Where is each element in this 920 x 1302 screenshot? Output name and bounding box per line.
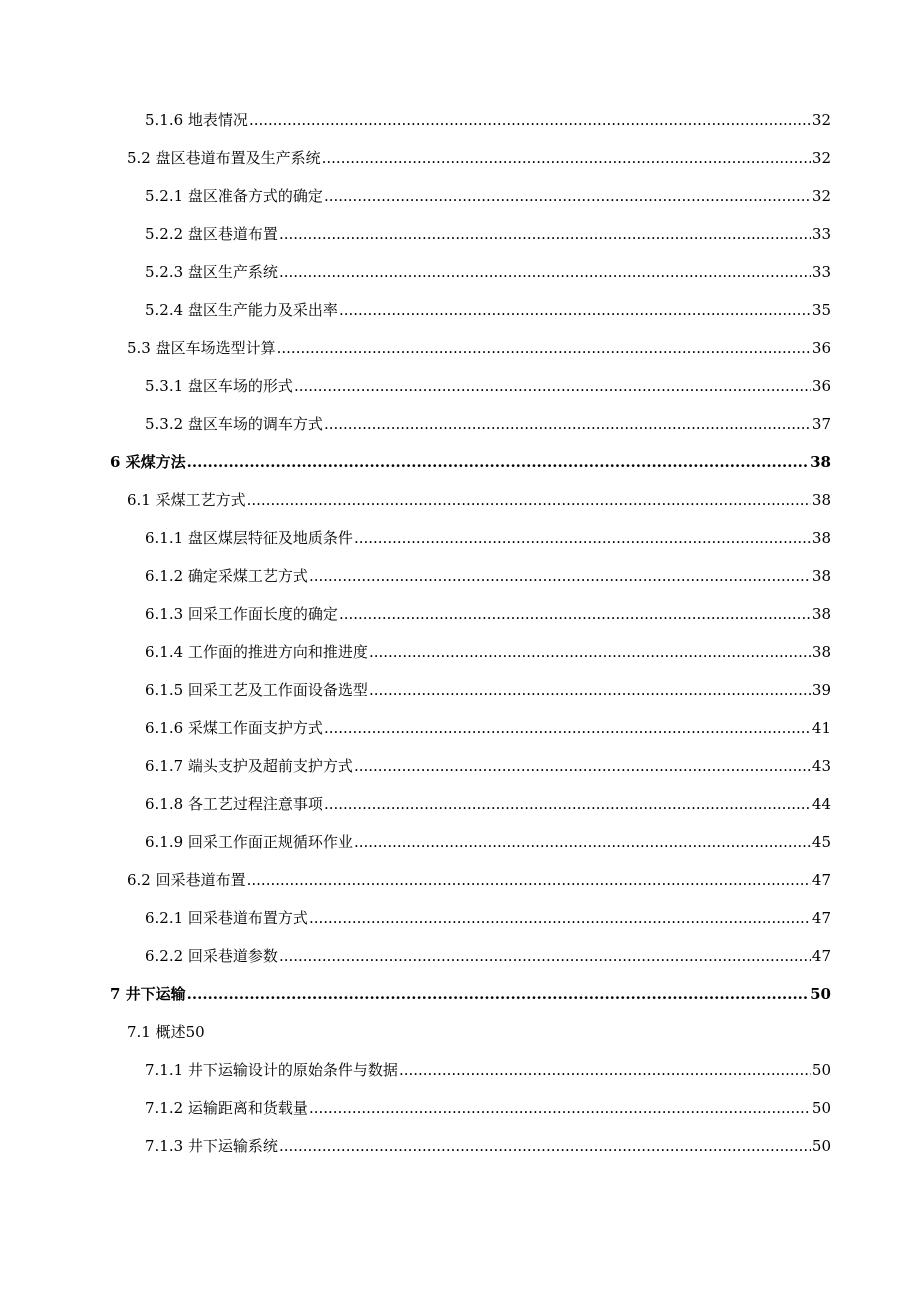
toc-entry-row	[145, 671, 831, 709]
toc-entry-body	[145, 785, 831, 823]
toc-entry[interactable]	[0, 1051, 920, 1089]
toc-entry-row	[127, 1013, 831, 1051]
toc-page-number: 32	[811, 149, 831, 167]
toc-page-number: 39	[811, 681, 831, 699]
toc-page-number: 47	[811, 871, 831, 889]
toc-entry-row	[145, 899, 831, 937]
toc-page-number: 33	[811, 225, 831, 243]
toc-dot-leader	[279, 1127, 811, 1165]
toc-entry-body	[145, 519, 831, 557]
toc-dot-leader	[187, 975, 809, 1013]
toc-entry-body	[145, 367, 831, 405]
toc-entry-row	[145, 291, 831, 329]
toc-dot-leader	[187, 443, 809, 481]
toc-entry-body	[127, 861, 831, 899]
toc-entry[interactable]	[0, 1127, 920, 1165]
toc-entry-row	[145, 595, 831, 633]
toc-entry-title: 6.2 回采巷道布置	[127, 871, 246, 889]
toc-entry-title: 6.1.1 盘区煤层特征及地质条件	[145, 529, 353, 547]
toc-page-number: 38	[811, 491, 831, 509]
toc-entry-title: 7.1.3 井下运输系统	[145, 1137, 278, 1155]
toc-page-number: 32	[811, 111, 831, 129]
toc-entry-title: 5.2.2 盘区巷道布置	[145, 225, 278, 243]
toc-entry[interactable]	[0, 367, 920, 405]
toc-dot-leader	[279, 215, 811, 253]
toc-entry[interactable]	[0, 1089, 920, 1127]
toc-entry-row	[145, 1127, 831, 1165]
toc-entry-row	[145, 253, 831, 291]
toc-entry-title: 5.2 盘区巷道布置及生产系统	[127, 149, 321, 167]
toc-entry[interactable]	[0, 861, 920, 899]
toc-entry[interactable]	[0, 177, 920, 215]
toc-entry-body	[110, 975, 831, 1013]
toc-page-number: 38	[811, 529, 831, 547]
toc-dot-leader	[339, 291, 811, 329]
toc-entry[interactable]	[0, 899, 920, 937]
toc-page-number: 35	[811, 301, 831, 319]
toc-entry[interactable]	[0, 291, 920, 329]
toc-entry-title: 7.1 概述50	[127, 1023, 205, 1041]
toc-dot-leader	[277, 329, 811, 367]
toc-entry-body	[145, 1051, 831, 1089]
toc-entry-body	[127, 481, 831, 519]
toc-entry-body	[145, 937, 831, 975]
toc-dot-leader	[369, 671, 811, 709]
toc-entry-title: 5.1.6 地表情况	[145, 111, 248, 129]
toc-entry-row	[145, 937, 831, 975]
toc-entry-body	[145, 747, 831, 785]
toc-entry-row	[145, 747, 831, 785]
toc-page-number: 43	[811, 757, 831, 775]
toc-entry[interactable]	[0, 1013, 920, 1051]
toc-page-number: 44	[811, 795, 831, 813]
toc-dot-leader	[354, 747, 811, 785]
toc-entry-title: 5.3 盘区车场选型计算	[127, 339, 276, 357]
toc-entry-title: 7.1.1 井下运输设计的原始条件与数据	[145, 1061, 398, 1079]
toc-entry-title: 6 采煤方法	[110, 453, 186, 471]
toc-entry-title: 7 井下运输	[110, 985, 186, 1003]
toc-dot-leader	[324, 785, 811, 823]
toc-dot-leader	[322, 139, 811, 177]
toc-dot-leader	[247, 861, 811, 899]
toc-entry-body	[145, 823, 831, 861]
toc-entry-row	[145, 367, 831, 405]
toc-page-number: 38	[811, 567, 831, 585]
toc-page-number: 33	[811, 263, 831, 281]
toc-entry-title: 6.1.5 回采工艺及工作面设备选型	[145, 681, 368, 699]
toc-entry-title: 6.1.7 端头支护及超前支护方式	[145, 757, 353, 775]
toc-entry-title: 6.1.9 回采工作面正规循环作业	[145, 833, 353, 851]
toc-page-number: 50	[810, 985, 831, 1003]
toc-entry[interactable]	[0, 557, 920, 595]
toc-dot-leader	[324, 405, 811, 443]
toc-entry-row	[145, 823, 831, 861]
toc-entry-row	[127, 329, 831, 367]
toc-entry-title: 6.1.3 回采工作面长度的确定	[145, 605, 338, 623]
toc-entry-body	[145, 405, 831, 443]
toc-dot-leader	[279, 937, 811, 975]
toc-dot-leader	[247, 481, 811, 519]
toc-entry[interactable]	[0, 253, 920, 291]
toc-entry-row	[145, 1051, 831, 1089]
toc-entry-body	[145, 177, 831, 215]
toc-page-number: 41	[811, 719, 831, 737]
toc-page-number: 47	[811, 909, 831, 927]
toc-entry[interactable]	[0, 139, 920, 177]
toc-page-number: 50	[811, 1137, 831, 1155]
toc-entry-body	[145, 595, 831, 633]
toc-entry-title: 6.2.2 回采巷道参数	[145, 947, 278, 965]
toc-page-number: 32	[811, 187, 831, 205]
toc-entry-row	[145, 1089, 831, 1127]
toc-entry-row	[145, 101, 831, 139]
toc-entry-body	[127, 1013, 831, 1051]
toc-entry[interactable]	[0, 785, 920, 823]
toc-entry-title: 6.2.1 回采巷道布置方式	[145, 909, 308, 927]
toc-entry-body	[145, 215, 831, 253]
toc-entry-row	[145, 557, 831, 595]
toc-entry-title: 6.1.2 确定采煤工艺方式	[145, 567, 308, 585]
toc-entry[interactable]	[0, 633, 920, 671]
toc-page-number: 50	[811, 1061, 831, 1079]
toc-entry-row	[145, 519, 831, 557]
toc-entry-row	[145, 633, 831, 671]
toc-page-number: 38	[810, 453, 831, 471]
toc-entry[interactable]	[0, 937, 920, 975]
toc-entry-body	[145, 709, 831, 747]
toc-page-number: 37	[811, 415, 831, 433]
toc-entry-title: 5.3.2 盘区车场的调车方式	[145, 415, 323, 433]
toc-entry-row	[145, 177, 831, 215]
toc-entry[interactable]	[0, 405, 920, 443]
toc-entry[interactable]	[0, 101, 920, 139]
toc-entry-title: 6.1.4 工作面的推进方向和推进度	[145, 643, 368, 661]
toc-entry[interactable]	[0, 215, 920, 253]
toc-entry-row	[110, 443, 831, 481]
toc-entry-body	[145, 557, 831, 595]
toc-entry[interactable]	[0, 671, 920, 709]
toc-entry-body	[145, 253, 831, 291]
toc-entry-title: 6.1.8 各工艺过程注意事项	[145, 795, 323, 813]
toc-entry-body	[145, 633, 831, 671]
toc-dot-leader	[294, 367, 811, 405]
toc-page-number: 45	[811, 833, 831, 851]
toc-dot-leader	[399, 1051, 811, 1089]
toc-dot-leader	[309, 557, 811, 595]
toc-entry[interactable]	[0, 747, 920, 785]
toc-page-number: 50	[811, 1099, 831, 1117]
toc-entry[interactable]	[0, 329, 920, 367]
toc-entry[interactable]	[0, 519, 920, 557]
toc-dot-leader	[309, 1089, 811, 1127]
toc-page-number: 36	[811, 339, 831, 357]
toc-entry-title: 6.1.6 采煤工作面支护方式	[145, 719, 323, 737]
toc-entry-body	[127, 139, 831, 177]
toc-page-number: 36	[811, 377, 831, 395]
toc-dot-leader	[324, 177, 811, 215]
toc-entry-row	[145, 215, 831, 253]
toc-entry[interactable]	[0, 595, 920, 633]
toc-entry-title: 6.1 采煤工艺方式	[127, 491, 246, 509]
toc-entry-title: 5.3.1 盘区车场的形式	[145, 377, 293, 395]
toc-entry-row	[127, 139, 831, 177]
toc-entry-body	[145, 291, 831, 329]
toc-entry-body	[110, 443, 831, 481]
toc-entry-row	[145, 405, 831, 443]
toc-dot-leader	[324, 709, 811, 747]
toc-entry-body	[145, 671, 831, 709]
toc-entry[interactable]	[0, 443, 920, 481]
toc-entry-body	[145, 899, 831, 937]
toc-entry-body	[145, 101, 831, 139]
toc-entry-row	[127, 481, 831, 519]
toc-entry-body	[145, 1089, 831, 1127]
toc-entry-body	[127, 329, 831, 367]
toc-dot-leader	[354, 823, 811, 861]
toc-entry-row	[127, 861, 831, 899]
toc-page-number: 47	[811, 947, 831, 965]
toc-entry-title: 5.2.3 盘区生产系统	[145, 263, 278, 281]
table-of-contents	[0, 101, 920, 1165]
toc-entry-title: 7.1.2 运输距离和货载量	[145, 1099, 308, 1117]
toc-page-number: 38	[811, 643, 831, 661]
toc-entry-title: 5.2.4 盘区生产能力及采出率	[145, 301, 338, 319]
toc-entry-title: 5.2.1 盘区准备方式的确定	[145, 187, 323, 205]
toc-entry[interactable]	[0, 481, 920, 519]
toc-entry-row	[110, 975, 831, 1013]
toc-entry-body	[145, 1127, 831, 1165]
toc-dot-leader	[354, 519, 811, 557]
toc-entry-row	[145, 709, 831, 747]
toc-entry[interactable]	[0, 975, 920, 1013]
toc-dot-leader	[249, 101, 811, 139]
toc-entry-row	[145, 785, 831, 823]
toc-entry[interactable]	[0, 709, 920, 747]
toc-dot-leader	[339, 595, 811, 633]
toc-dot-leader	[369, 633, 811, 671]
toc-page-number: 38	[811, 605, 831, 623]
toc-dot-leader	[309, 899, 811, 937]
toc-entry[interactable]	[0, 823, 920, 861]
toc-dot-leader	[279, 253, 811, 291]
